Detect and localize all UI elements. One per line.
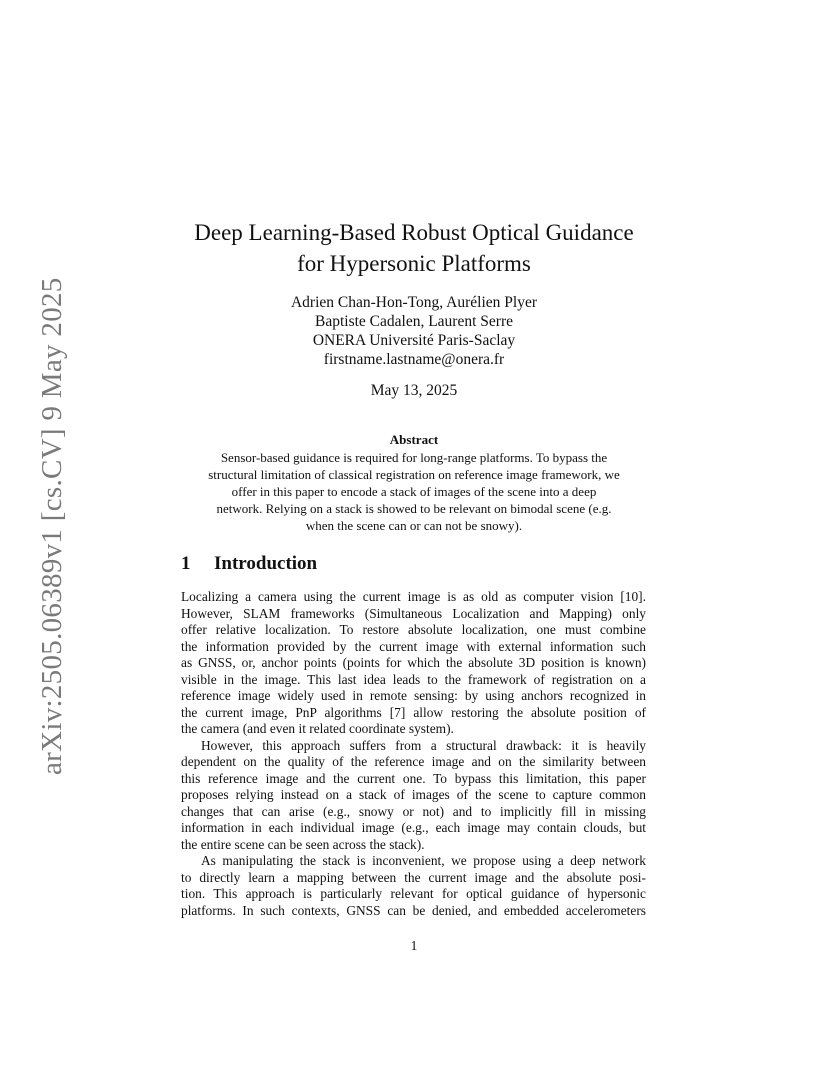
text-line: the current image, PnP algorithms [7] allow restoring the absolute position of [181,704,646,720]
author-names: Baptiste Cadalen, Laurent Serre [315,313,513,330]
text-line: tion. This approach is particularly relevant for optical guidance of hypersonic [181,886,646,901]
section-title: Introduction [214,553,318,574]
author-affiliation: ONERA Université Paris-Saclay [312,332,516,349]
abstract-heading: Abstract [389,432,439,447]
text-line: the information provided by the current image with external information such [181,638,646,654]
abstract-line: offer in this paper to encode a stack of images of the scene into a deep [231,484,597,499]
abstract-body [0,449,828,534]
text-line: reference image widely used in remote sensing: by using anchors recognized in [181,688,646,703]
abstract-line: when the scene can or can not be snowy). [305,518,523,533]
abstract-line: structural limitation of classical registration on reference image framework, we [208,467,620,482]
text-line: However, this approach suffers from a structural drawback: it is heavily [201,737,646,753]
section-number: 1 [181,553,191,574]
arxiv-watermark: arXiv:2505.06389v1 [cs.CV] 9 May 2025 [36,277,68,775]
paragraph [181,589,646,738]
text-line: the camera (and even it related coordinate system). [181,721,454,736]
title-line: Deep Learning-Based Robust Optical Guidance [194,220,634,245]
abstract-line: Sensor-based guidance is required for long-range platforms. To bypass the [220,450,608,465]
section-body [181,589,646,919]
text-line: platforms. In such contexts, GNSS can be denied, and embedded accelerometers [181,902,646,918]
author-email: firstname.lastname@onera.fr [323,351,505,368]
text-line: visible in the image. This last idea leads to the framework of registration on a [181,671,646,687]
text-line: information in each individual image (e.g., each image may contain clouds, but [181,820,646,835]
text-line: as GNSS, or, anchor points (points for which the absolute 3D position is known) [181,655,646,670]
text-line: proposes relying instead on a stack of images of the scene to capture common [181,787,646,802]
text-line: As manipulating the stack is inconvenient, we propose using a deep network [201,853,646,868]
title-line: for Hypersonic Platforms [297,251,531,276]
text-line: this reference image and the current one. To bypass this limitation, this paper [181,770,646,786]
page-number: 1 [410,938,418,953]
text-line: offer relative localization. To restore absolute localization, one must combine [181,622,646,637]
text-line: to directly learn a mapping between the current image and the absolute posi- [181,869,646,885]
abstract-line: network. Relying on a stack is showed to be relevant on bimodal scene (e.g. [216,501,612,516]
text-line: dependent on the quality of the reference image and on the similarity between [181,754,646,769]
paragraph [181,738,646,854]
paper-date: May 13, 2025 [370,382,458,399]
text-line: Localizing a camera using the current image is as old as computer vision [10]. [181,589,646,604]
section-heading [181,553,317,575]
text-line: the entire scene can be seen across the stack). [181,836,425,852]
text-line: However, SLAM frameworks (Simultaneous Localization and Mapping) only [181,605,646,621]
author-names: Adrien Chan-Hon-Tong, Aurélien Plyer [290,294,537,311]
text-line: changes that can arise (e.g., snowy or not) and to implicitly fill in missing [181,803,646,819]
paragraph [181,853,646,919]
author-block [0,293,828,369]
paper-title [0,217,828,279]
